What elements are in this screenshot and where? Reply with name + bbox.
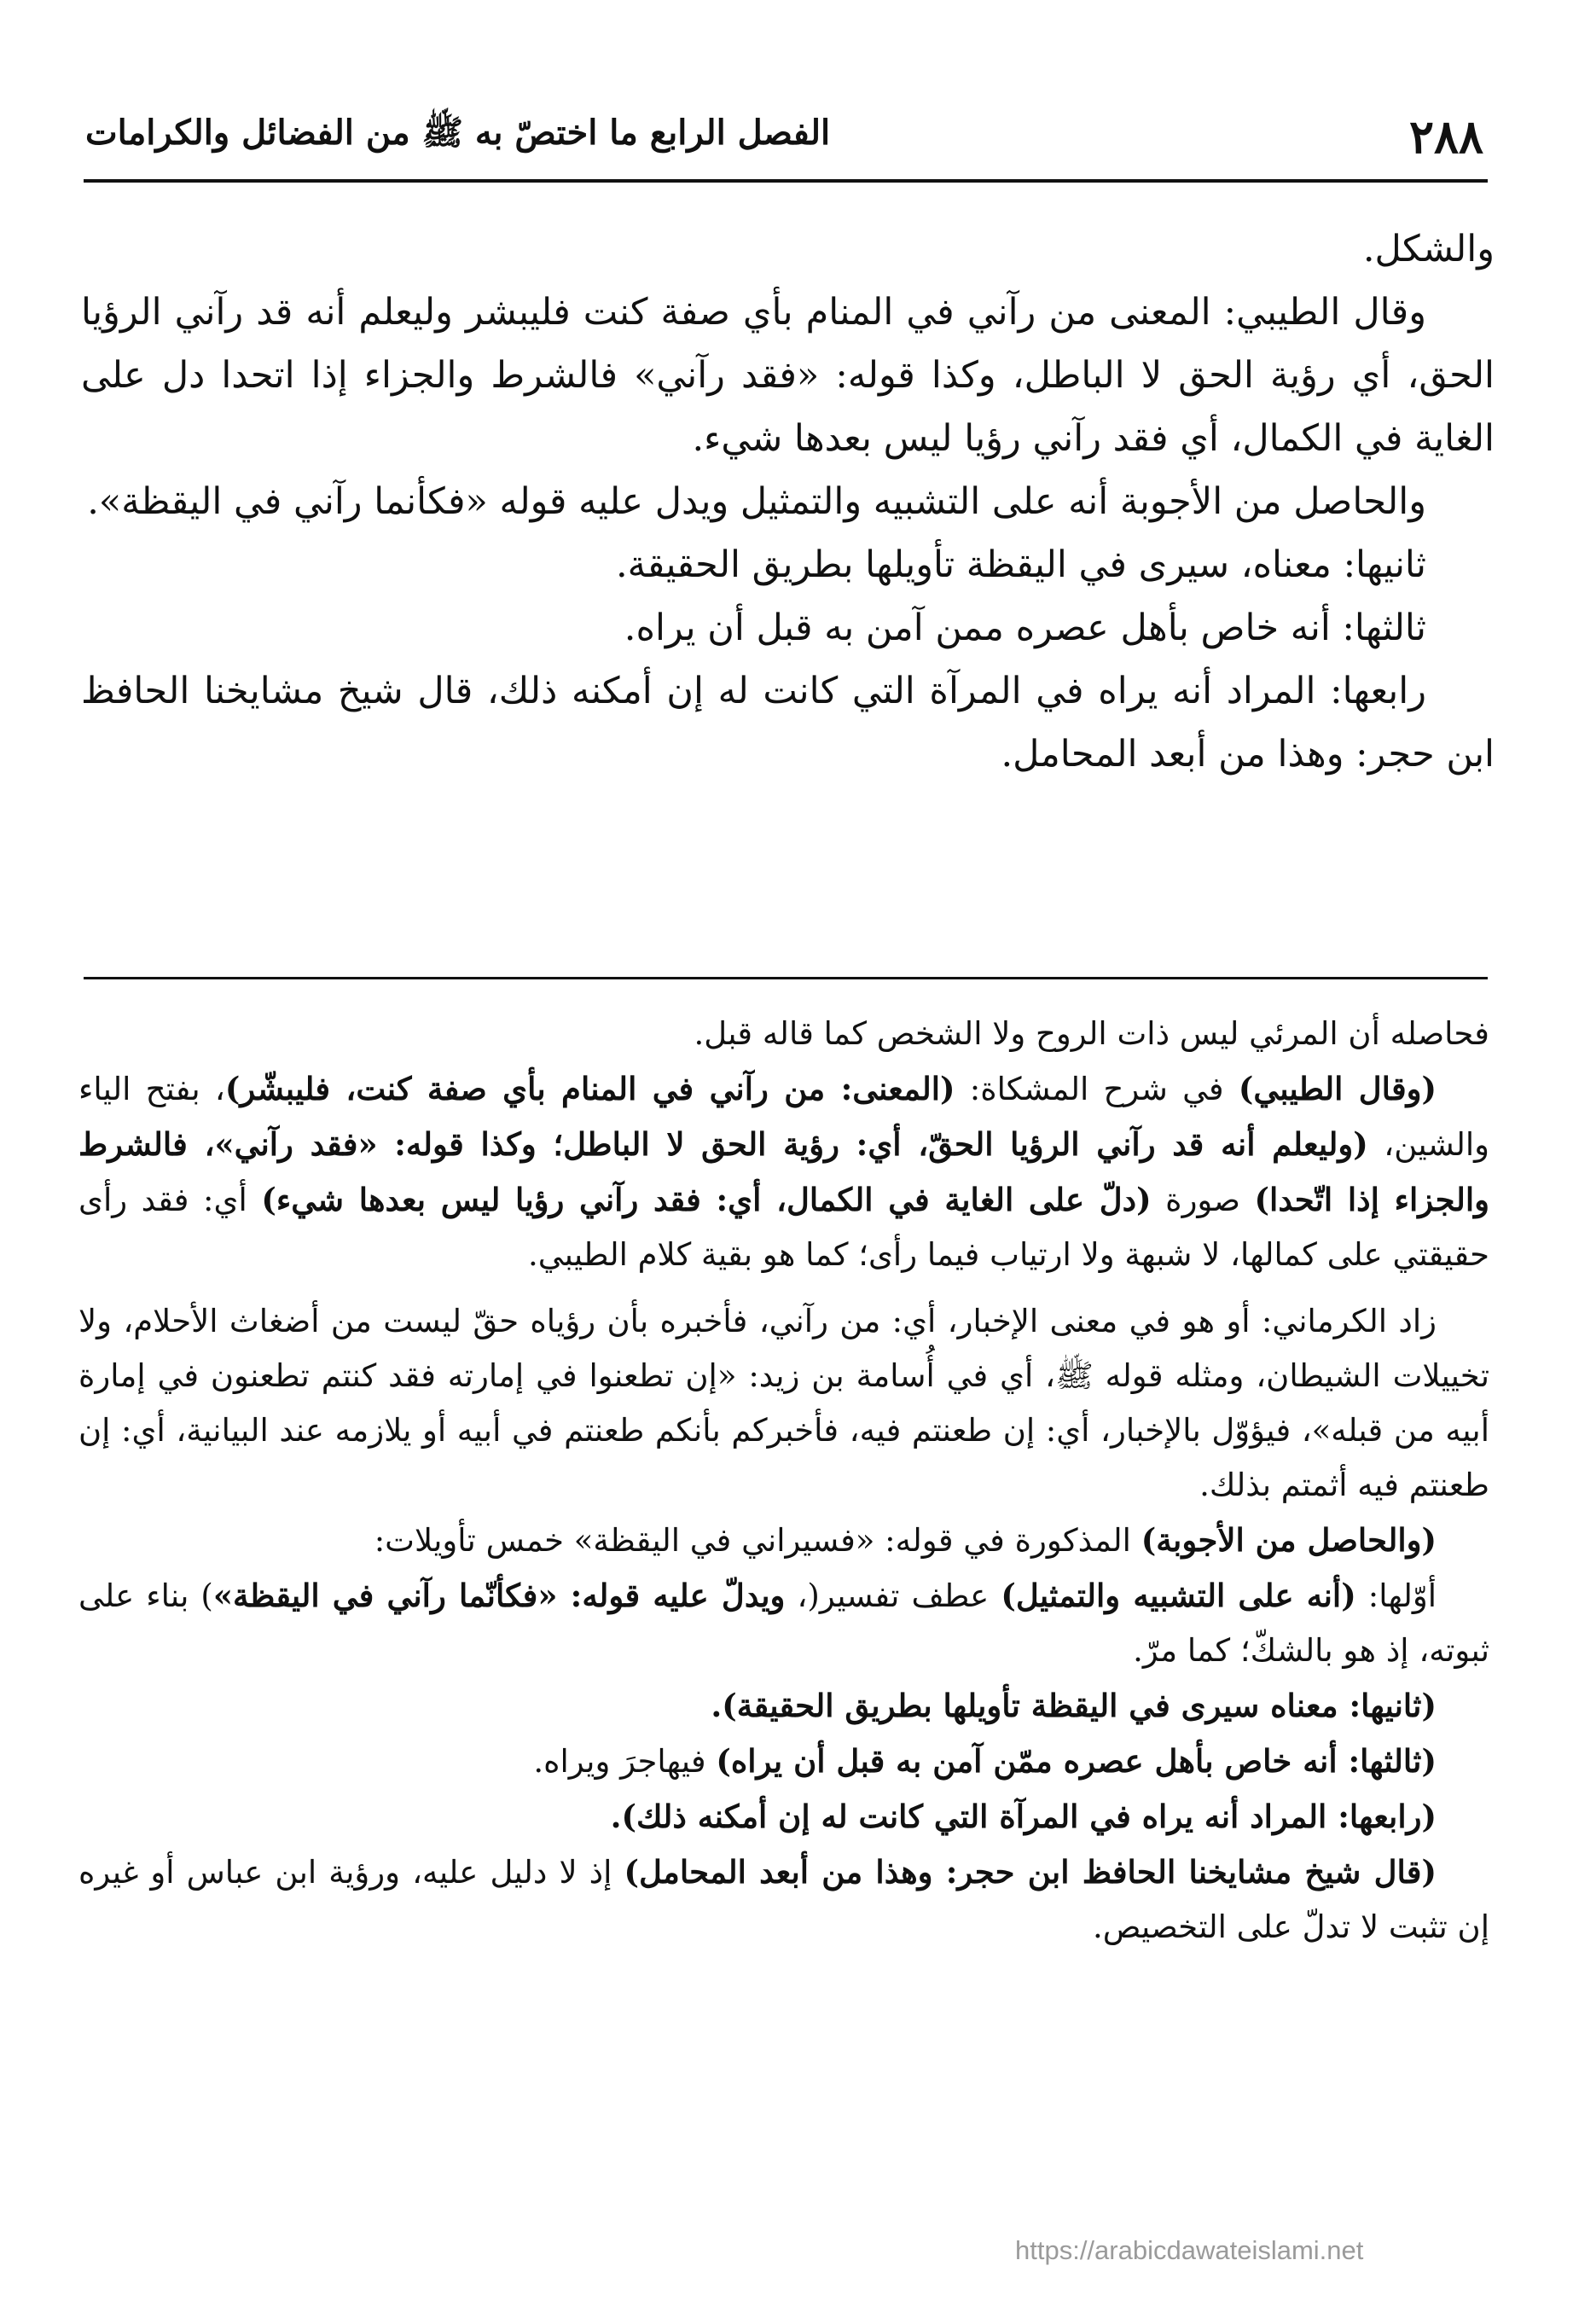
gloss: عطف تفسير(،: [785, 1577, 1001, 1614]
header-rule: [84, 179, 1488, 183]
gloss: أوّلها:: [1355, 1577, 1437, 1614]
watermark-url: https://arabicdawateislami.net: [1015, 2235, 1364, 2265]
main-paragraph: ثالثها: أنه خاص بأهل عصره ممن آمن به قبل أن يراه.: [624, 607, 1426, 649]
main-paragraph: ثانيها: معناه، سيرى في اليقظة تأويلها بطريق الحقيقة.: [615, 543, 1426, 586]
quoted-matn: (والحاصل من الأجوبة): [1141, 1521, 1437, 1559]
gloss: ) بناء على ثبوته، إذ هو بالشكّ؛ كما مرّ.: [78, 1577, 1489, 1669]
gloss: فيهاجرَ ويراه.: [533, 1743, 717, 1780]
commentary-paragraph: [78, 1734, 1489, 1789]
quoted-matn: (وقال الطيبي): [1238, 1070, 1437, 1107]
main-paragraph: وقال الطيبي: المعنى من رآني في المنام بأي صفة كنت فليبشر وليعلم أنه قد رآني الرؤيا الحق، أي رؤية الحق لا الباطل، وكذا قوله: «فقد رآني» فالشرط والجزاء إذا اتحدا دل على الغاية في الكمال، أي فقد رآني رؤيا ليس بعدها شيء.: [81, 291, 1495, 460]
quoted-matn: (قال شيخ مشايخنا الحافظ ابن حجر: وهذا من أبعد المحامل): [624, 1853, 1437, 1891]
gloss: ، بفتح الياء والشين،: [78, 1071, 1489, 1163]
gloss: صورة: [1151, 1182, 1255, 1218]
gloss: المذكورة في قوله: «فسيراني في اليقظة» خمس تأويلات:: [374, 1522, 1141, 1559]
main-paragraph: رابعها: المراد أنه يراه في المرآة التي كانت له إن أمكنه ذلك، قال شيخ مشايخنا الحافظ ابن حجر: وهذا من أبعد المحامل.: [81, 670, 1495, 776]
main-paragraph: والحاصل من الأجوبة أنه على التشبيه والتمثيل ويدل عليه قوله «فكأنما رآني في اليقظة».: [87, 480, 1426, 523]
page-header: [85, 102, 1483, 171]
commentary-paragraph: [78, 1789, 1489, 1845]
main-paragraph: والشكل.: [1362, 228, 1495, 270]
quoted-matn: ويدلّ عليه قوله: «فكأنّما رآني في اليقظة»: [212, 1577, 786, 1614]
gloss: أي: فقد رأى حقيقتي على كمالها، لا شبهة ولا ارتياب فيما رأى؛ كما هو بقية كلام الطيبي.: [78, 1182, 1489, 1273]
commentary-paragraph: [78, 1513, 1489, 1568]
section-divider: [84, 977, 1488, 979]
quoted-matn: (وليعلم أنه قد رآني الرؤيا الحقّ، أي: رؤية الحق لا الباطل؛ وكذا قوله: «فقد رآني»، فالشرط والجزاء إذا اتّحدا): [78, 1125, 1489, 1218]
commentary-text: [78, 1007, 1489, 1955]
commentary-paragraph: [78, 1568, 1489, 1678]
gloss: إذ لا دليل عليه، ورؤية ابن عباس أو غيره إن تثبت لا تدلّ على التخصيص.: [78, 1854, 1489, 1945]
running-title: الفصل الرابع ما اختصّ به ﷺ من الفضائل والكرامات: [85, 113, 831, 153]
page-number: ٢٨٨: [1408, 109, 1483, 164]
commentary-paragraph: [78, 1678, 1489, 1734]
gloss: في شرح المشكاة:: [955, 1071, 1239, 1107]
quoted-matn: (ثالثها: أنه خاص بأهل عصره ممّن آمن به قبل أن يراه): [716, 1742, 1437, 1780]
quoted-matn: (أنه على التشبيه والتمثيل): [1001, 1577, 1356, 1614]
quoted-matn: (رابعها: المراد أنه يراه في المرآة التي كانت له إن أمكنه ذلك).: [610, 1798, 1437, 1835]
commentary-paragraph: زاد الكرماني: أو هو في معنى الإخبار، أي: من رآني، فأخبره بأن رؤياه حقّ ليست من أضغاث الأحلام، ولا تخييلات الشيطان، ومثله قوله ﷺ، أي في أُسامة بن زيد: «إن تطعنوا في إمارته فقد كنتم تطعنون في إمارة أبيه من قبله»، فيؤوّل بالإخبار، أي: إن طعنتم فيه، فأخبركم بأنكم طعنتم في أبيه أو يلازمه عند البيانية، أي: إن طعنتم فيه أثمتم بذلك.: [78, 1303, 1489, 1503]
quoted-matn: (ثانيها: معناه سيرى في اليقظة تأويلها بطريق الحقيقة).: [711, 1687, 1437, 1724]
quoted-matn: (المعنى: من رآني في المنام بأي صفة كنت، فليبشّر): [224, 1070, 955, 1107]
quoted-matn: (دلّ على الغاية في الكمال، أي: فقد رآني رؤيا ليس بعدها شيء): [261, 1181, 1152, 1218]
commentary-paragraph: [78, 1061, 1489, 1282]
main-text: [81, 218, 1495, 786]
commentary-paragraph: [78, 1845, 1489, 1955]
commentary-paragraph: فحاصله أن المرئي ليس ذات الروح ولا الشخص كما قاله قبل.: [694, 1015, 1489, 1052]
